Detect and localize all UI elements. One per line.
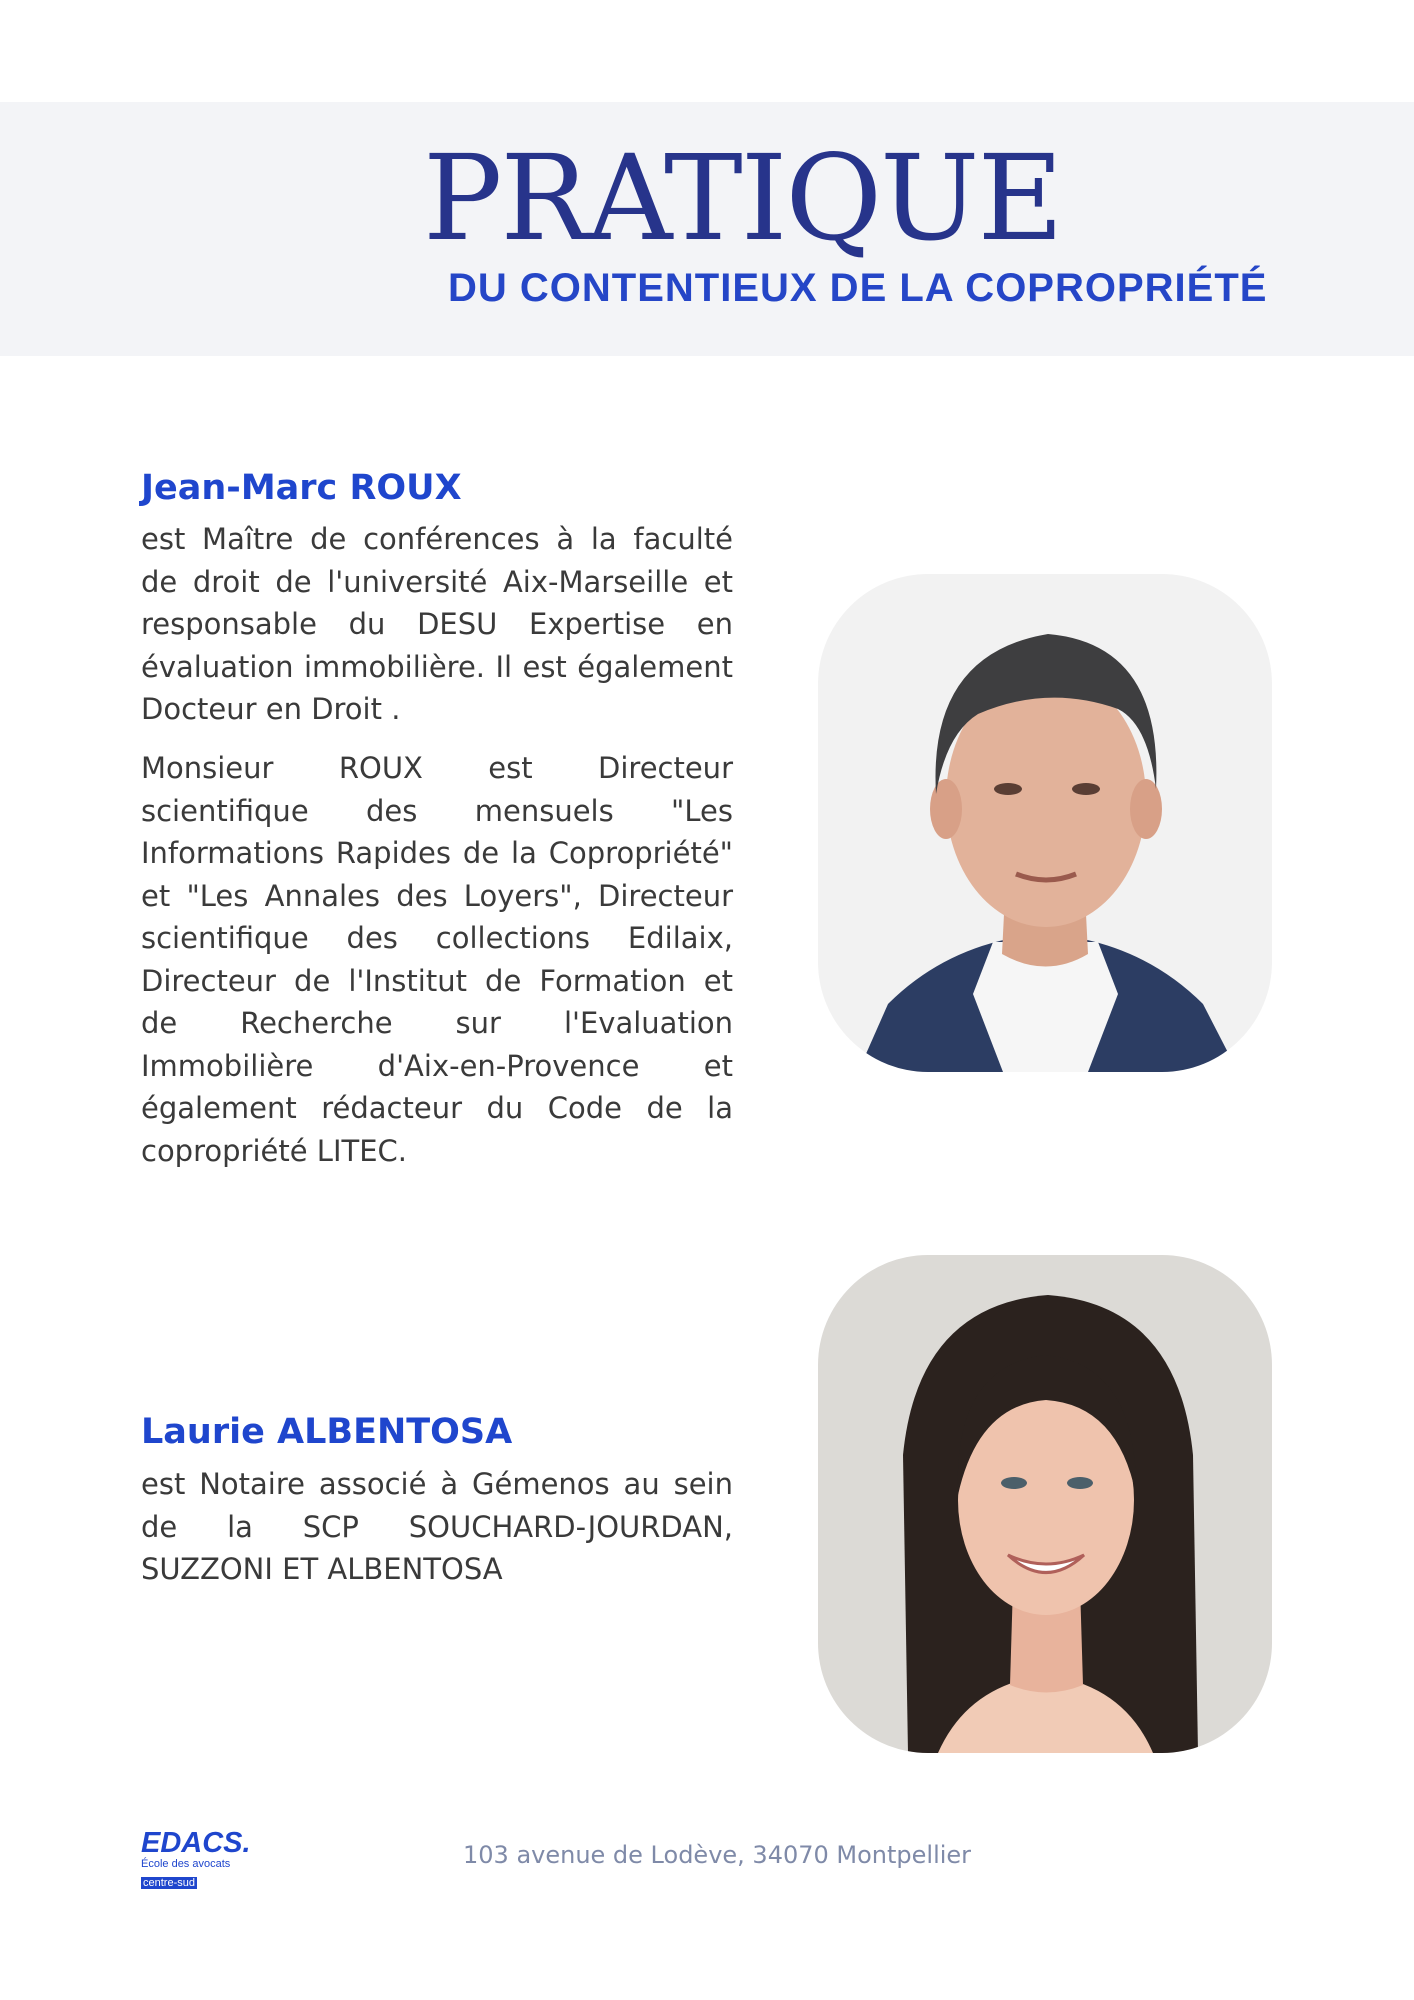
portrait-man-image [818,574,1272,1072]
portrait-photo-albentosa [818,1255,1272,1753]
logo-tagline: École des avocats [141,1858,231,1870]
person-bio-albentosa: est Notaire associé à Gémenos au sein de la SCP SOUCHARD-JOURDAN, SUZZONI ET ALBENTOSA [141,1467,733,1586]
page-subtitle: DU CONTENTIEUX DE LA COPROPRIÉTÉ [448,266,1268,310]
portrait-woman-image [818,1255,1272,1753]
logo-wordmark: EDACS. [141,1827,251,1859]
person-name-roux: Jean-Marc ROUX [141,468,462,508]
person-bio-roux-1: est Maître de conférences à la faculté de droit de l'université Aix-Marseille et responsable du DESU Expertise en évaluation immobilière. Il est également Docteur en Droit . [141,522,733,726]
footer-address: 103 avenue de Lodève, 34070 Montpellier [463,1841,972,1869]
portrait-photo-roux [818,574,1272,1072]
edacs-logo [141,1828,256,1890]
person-name-albentosa: Laurie ALBENTOSA [141,1412,513,1452]
person-bio-roux-2: Monsieur ROUX est Directeur scientifique des mensuels "Les Informations Rapides de la Copropriété" et "Les Annales des Loyers", Directeur scientifique des collections Edilaix, Directeur de l'Institut de Formation et de Recherche sur l'Evaluation Immobilière d'Aix-en-Provence et également rédacteur du Code de la copropriété LITEC. [141,751,733,1168]
logo-region: centre-sud [143,1877,195,1889]
page-title: PRATIQUE [423,129,1062,267]
